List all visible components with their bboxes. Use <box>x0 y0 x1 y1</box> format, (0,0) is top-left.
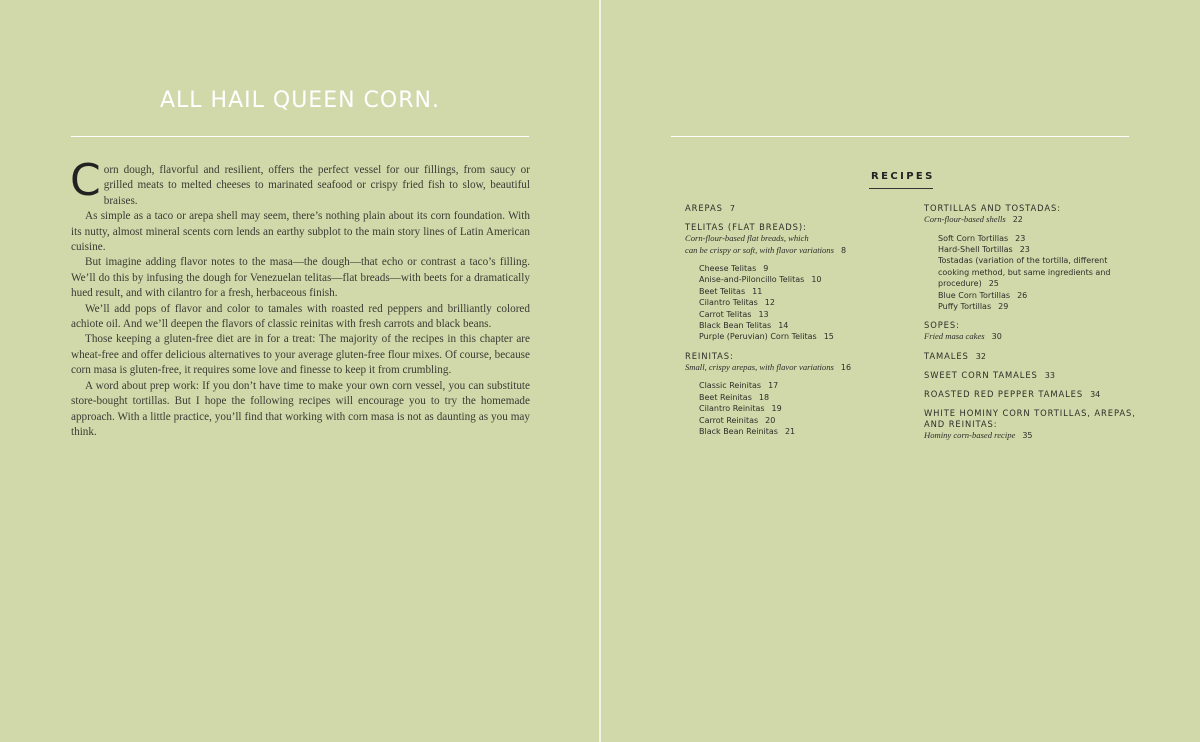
toc-item-name: Classic Reinitas <box>699 381 762 391</box>
toc-subtitle: Corn-flour-based flat breads, which <box>685 233 809 243</box>
right-page <box>601 0 1200 742</box>
paragraph: Those keeping a gluten-free diet are in for a treat: The majority of the recipes in this chapter are wheat-free and offer delicious alternatives to your average gluten-free flour mixes. Of course, because corn masa is gluten-free, it requires some love and finesse to keep it from crumbling. <box>71 333 530 377</box>
paragraph: A word about prep work: If you don’t have time to make your own corn vessel, you can substitute store-bought tortillas. But I hope the following recipes will encourage you to try the homemade approach. With a little practice, you’ll find that working with corn masa is not as daunting as you may think. <box>71 379 530 438</box>
paragraph: We’ll add pops of flavor and color to tamales with roasted red peppers and brilliantly colored achiote oil. And we’ll deepen the flavors of classic reinitas with fresh carrots and black beans. <box>71 302 530 331</box>
tortillas-list <box>924 233 1144 313</box>
toc-page: 33 <box>1044 370 1055 380</box>
toc-item-name: Tostadas (variation of the tortilla, different <box>938 256 1108 266</box>
toc-item-page: 19 <box>771 404 782 414</box>
toc-item-page: 13 <box>758 309 769 319</box>
toc-item-name: Puffy Tortillas <box>938 301 992 311</box>
toc-item-page: 11 <box>752 286 763 296</box>
recipes-heading: RECIPES <box>871 171 935 182</box>
toc-item[interactable] <box>685 320 915 331</box>
toc-item[interactable] <box>685 297 915 308</box>
chapter-title: ALL HAIL QUEEN CORN. <box>160 88 440 113</box>
toc-item[interactable] <box>685 415 915 426</box>
toc-item-name: Blue Corn Tortillas <box>938 290 1011 300</box>
toc-item[interactable] <box>924 244 1144 255</box>
toc-item-page: 20 <box>765 415 776 425</box>
toc-item-page: 21 <box>784 426 796 436</box>
toc-item[interactable] <box>924 233 1144 244</box>
toc-item-name: Black Bean Telitas <box>699 321 772 331</box>
toc-page: 30 <box>991 332 1002 342</box>
toc-item-name: Cilantro Telitas <box>699 298 758 308</box>
toc-item-page: 12 <box>764 298 775 308</box>
telitas-list <box>685 263 915 343</box>
toc-item[interactable] <box>685 286 915 297</box>
toc-item-name: Soft Corn Tortillas <box>938 233 1009 243</box>
toc-item-page: 9 <box>763 264 769 273</box>
toc-heading: AREPAS <box>685 203 723 213</box>
toc-item-name: Beet Reinitas <box>699 392 752 402</box>
toc-item-page: 18 <box>758 392 770 402</box>
toc-subtitle <box>924 331 1144 343</box>
toc-section-hominy <box>924 408 1144 442</box>
toc-heading[interactable]: AND REINITAS: <box>924 418 998 429</box>
toc-section-telitas <box>685 222 915 343</box>
toc-heading[interactable]: TELITAS (FLAT BREADS): <box>685 222 807 232</box>
paragraph: As simple as a taco or arepa shell may seem, there’s nothing plain about its corn foundation. With its nutty, almost mineral scents corn lends an earthy subplot to the main story lines of Latin American cuisine. <box>71 210 530 254</box>
toc-section-roasted-red-pepper-tamales[interactable] <box>924 389 1144 400</box>
toc-item-name: Black Bean Reinitas <box>699 426 778 436</box>
toc-subtitle <box>924 214 1144 226</box>
paragraph: But imagine adding flavor notes to the masa—the dough—that echo or contrast a taco’s filling. We’ll do this by infusing the dough for Venezuelan telitas—flat breads—with beets for a dramatically hued result, and with cilantro for a fresh, herbaceous finish. <box>71 256 530 300</box>
recipe-column-left <box>685 203 915 445</box>
toc-item-page: 26 <box>1017 290 1028 300</box>
toc-item[interactable] <box>685 274 915 285</box>
toc-item[interactable] <box>685 309 915 320</box>
toc-item-name: procedure) <box>938 279 982 289</box>
toc-section-sopes <box>924 320 1144 343</box>
toc-section-tortillas <box>924 203 1144 312</box>
toc-item-page: 29 <box>998 301 1009 311</box>
toc-item-page: 10 <box>811 275 822 285</box>
toc-item[interactable] <box>685 263 915 274</box>
toc-item[interactable] <box>924 255 1144 266</box>
toc-subtitle-text: can be crispy or soft, with flavor variations <box>685 244 834 255</box>
toc-page: 16 <box>840 362 852 372</box>
toc-item-page: 23 <box>1019 244 1030 254</box>
left-page <box>0 0 599 742</box>
toc-page: 34 <box>1090 389 1101 399</box>
toc-item-name: Anise-and-Piloncillo Telitas <box>699 275 805 285</box>
top-divider <box>671 136 1129 137</box>
toc-item-page: 25 <box>988 279 999 289</box>
toc-subtitle-text: Corn-flour-based shells <box>924 214 1006 224</box>
toc-section-tamales[interactable] <box>924 351 1144 362</box>
toc-item[interactable] <box>924 278 1144 289</box>
toc-item[interactable] <box>685 392 915 403</box>
paragraph <box>70 155 530 209</box>
intro-text <box>70 155 530 440</box>
toc-item-page: 15 <box>823 332 834 342</box>
reinitas-list <box>685 380 915 437</box>
toc-heading: SWEET CORN TAMALES <box>924 369 1038 380</box>
toc-item-name: Purple (Peruvian) Corn Telitas <box>699 332 817 342</box>
toc-subtitle-text: Hominy corn-based recipe <box>924 429 1016 440</box>
drop-cap: C <box>70 155 101 206</box>
toc-page: 22 <box>1012 215 1023 224</box>
toc-heading[interactable]: REINITAS: <box>685 350 734 361</box>
recipes-underline <box>869 188 933 189</box>
toc-subtitle-text: Small, crispy arepas, with flavor variations <box>685 361 834 372</box>
toc-item[interactable] <box>685 331 915 342</box>
title-divider <box>71 136 529 137</box>
toc-heading: TAMALES <box>924 350 969 361</box>
toc-item[interactable] <box>924 290 1144 301</box>
toc-item-page: 23 <box>1015 233 1026 243</box>
toc-heading[interactable]: TORTILLAS AND TOSTADAS: <box>924 203 1061 213</box>
toc-item-name: cooking method, but same ingredients and <box>938 267 1111 277</box>
toc-item[interactable] <box>685 426 915 437</box>
toc-subtitle-text: Fried masa cakes <box>924 331 985 342</box>
toc-heading: ROASTED RED PEPPER TAMALES <box>924 388 1084 399</box>
toc-item-name: Beet Telitas <box>699 286 746 296</box>
toc-page: 35 <box>1022 430 1033 440</box>
toc-section-reinitas <box>685 351 915 438</box>
toc-item-name: Cilantro Reinitas <box>699 404 765 414</box>
toc-subtitle <box>685 362 915 374</box>
toc-item[interactable] <box>685 380 915 391</box>
toc-item-name: Hard-Shell Tortillas <box>938 244 1013 254</box>
toc-page: 32 <box>975 351 986 361</box>
toc-heading[interactable]: WHITE HOMINY CORN TORTILLAS, AREPAS, <box>924 407 1136 418</box>
recipe-column-right <box>924 203 1144 449</box>
paragraph-text: orn dough, flavorful and resilient, offers the perfect vessel for our fillings, from saucy or grilled meats to melted cheeses to marinated seafood or crispy fried fish to slow, beautiful braises. <box>103 164 530 207</box>
toc-item[interactable] <box>924 301 1144 312</box>
toc-item-page: 17 <box>768 381 779 391</box>
toc-item[interactable] <box>685 403 915 414</box>
toc-item-page: 14 <box>778 321 789 331</box>
toc-item-name: Carrot Telitas <box>699 309 752 319</box>
toc-page: 7 <box>729 204 735 213</box>
toc-subtitle <box>924 430 1144 442</box>
toc-heading[interactable]: SOPES: <box>924 320 960 331</box>
toc-item[interactable] <box>924 267 1144 278</box>
toc-item-name: Carrot Reinitas <box>699 415 759 425</box>
toc-section-sweet-corn-tamales[interactable] <box>924 370 1144 381</box>
toc-item-name: Cheese Telitas <box>699 264 757 273</box>
toc-page: 8 <box>840 245 847 255</box>
toc-subtitle <box>685 245 915 257</box>
toc-section-arepas[interactable] <box>685 203 915 214</box>
